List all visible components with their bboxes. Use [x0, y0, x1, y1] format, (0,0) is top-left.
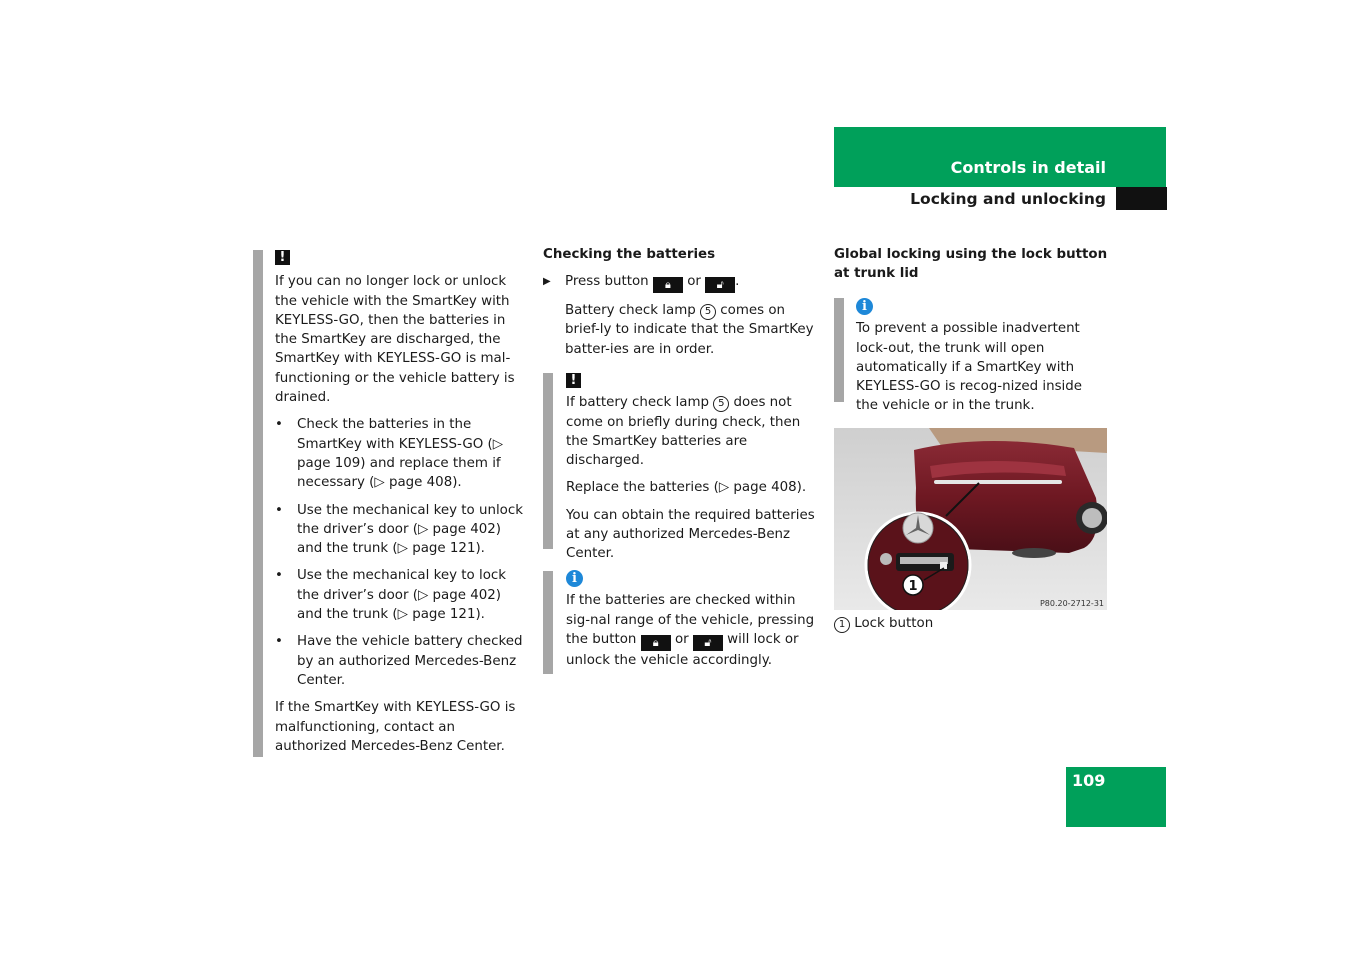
info-sidebar — [543, 571, 553, 674]
info-box — [856, 297, 1108, 424]
figure-code: P80.20-2712-31 — [1039, 599, 1104, 608]
warning-sidebar — [543, 373, 553, 549]
list-item: • Check the batteries in the SmartKey with KEYLESS-GO (▷ page 109) and replace them if necessary (▷ page 408). — [275, 415, 525, 492]
section-heading: Checking the batteries — [543, 247, 716, 262]
info-text: To prevent a possible inadvertent lock-out, the trunk will open automatically if a SmartKey with KEYLESS-GO is recog-nized inside the vehicle or in the trunk. — [856, 321, 1082, 414]
action-list — [275, 415, 525, 690]
header-black-tab — [1116, 187, 1167, 210]
lock-open-icon: 🔓︎ — [705, 277, 735, 293]
lock-closed-icon: 🔒︎ — [641, 635, 671, 651]
info-icon: i — [856, 298, 873, 315]
figure-caption: 1 Lock button — [834, 614, 1109, 633]
car-rear-illustration — [834, 428, 1107, 610]
list-item: • Use the mechanical key to lock the driver’s door (▷ page 402) and the trunk (▷ page 121). — [275, 566, 525, 624]
section-title: Controls in detail — [950, 158, 1106, 177]
column-2 — [543, 245, 819, 367]
instruction-step: ▶ Press button 🔒︎ or 🔓︎ . — [543, 274, 740, 291]
warning-text: You can obtain the required batteries at any authorized Mercedes-Benz Center. — [566, 507, 815, 562]
list-item: • Use the mechanical key to unlock the driver’s door (▷ page 402) and the trunk (▷ page 121). — [275, 501, 525, 559]
lamp-note: Battery check lamp 5 comes on brief-ly to indicate that the SmartKey batter-ies are in order. — [565, 303, 814, 357]
warning-text: Replace the batteries (▷ page 408). — [566, 480, 807, 496]
step-arrow-icon: ▶ — [543, 276, 551, 287]
section-heading: Global locking using the lock button at trunk lid — [834, 247, 1108, 281]
column-1 — [275, 248, 525, 764]
warning-intro: If you can no longer lock or unlock the vehicle with the SmartKey with KEYLESS-GO, then the batteries in the SmartKey are discharged, the SmartKey with KEYLESS-GO is mal-functioning or the vehicle battery is drained. — [275, 274, 515, 406]
info-box: i If the batteries are checked within sig-nal range of the vehicle, pressing the button 🔒︎ or 🔓︎ will lock or unlock the vehicle accordingly. — [566, 571, 815, 668]
callout-number: 1 — [834, 617, 850, 633]
callout-number: 5 — [713, 396, 729, 412]
warning-sidebar — [253, 250, 263, 757]
info-sidebar — [834, 298, 844, 402]
info-icon: i — [566, 570, 583, 587]
trunk-lid-figure — [834, 428, 1107, 610]
warning-icon: ! — [566, 373, 581, 388]
warning-icon: ! — [275, 250, 290, 265]
lock-closed-icon: 🔒︎ — [653, 277, 683, 293]
list-item: • Have the vehicle battery checked by an authorized Mercedes-Benz Center. — [275, 632, 525, 690]
lock-open-icon: 🔓︎ — [693, 635, 723, 651]
callout-number: 1 — [908, 579, 918, 594]
warning-box: ! If battery check lamp 5 does not come on briefly during check, then the SmartKey batteries are discharged. Replace the batteries (▷ page 408). You can obtain the required batteries at any authorized Mercedes-Benz Center. — [566, 371, 818, 572]
page-number: 109 — [1072, 771, 1106, 790]
subsection-title: Locking and unlocking — [910, 190, 1106, 208]
header-green-band — [834, 127, 1166, 187]
warning-outro: If the SmartKey with KEYLESS-GO is malfunctioning, contact an authorized Mercedes-Benz Center. — [275, 700, 516, 754]
callout-number: 5 — [700, 304, 716, 320]
